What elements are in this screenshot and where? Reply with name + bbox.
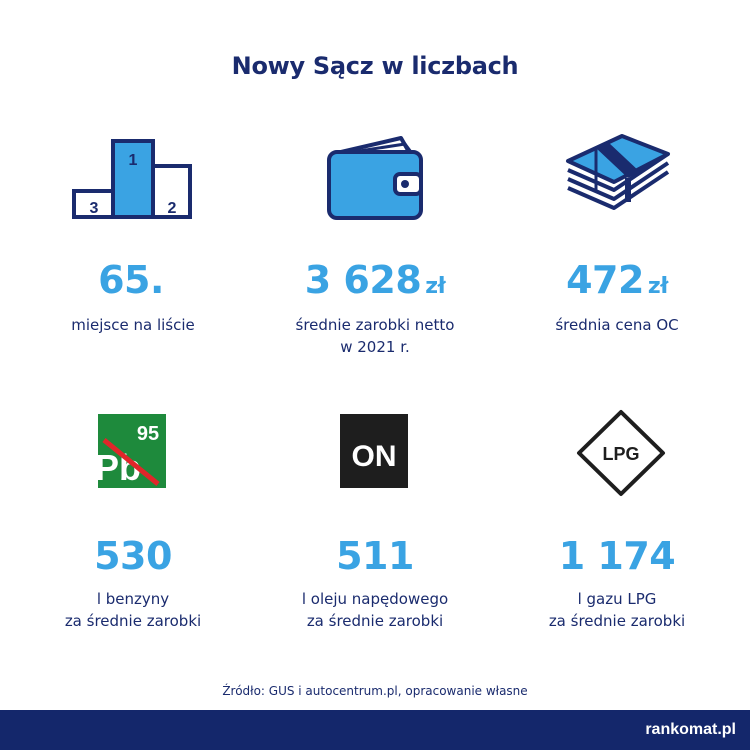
stat-label: miejsce na liście	[71, 316, 195, 334]
svg-text:95: 95	[136, 423, 160, 445]
stat-value: 472 zł	[566, 258, 668, 302]
svg-text:Pb: Pb	[98, 447, 142, 488]
stat-value: 511	[336, 534, 414, 578]
stat-label: średnie zarobki netto w 2021 r.	[295, 316, 455, 356]
footer-bar	[0, 710, 750, 750]
lpg-icon	[575, 408, 667, 502]
stat-label: średnia cena OC	[555, 316, 679, 334]
page-title: Nowy Sącz w liczbach	[231, 52, 519, 80]
pb95-icon	[98, 414, 166, 492]
money-stack-icon	[562, 132, 674, 218]
svg-text:ON: ON	[351, 440, 397, 473]
stat-value: 65.	[98, 258, 164, 302]
svg-text:3: 3	[89, 200, 99, 217]
svg-text:1: 1	[128, 152, 138, 169]
wallet-icon	[323, 132, 427, 226]
stat-label: l benzyny za średnie zarobki	[64, 590, 202, 630]
stat-value: 1 174	[558, 534, 676, 578]
podium-icon	[70, 138, 194, 224]
brand-logo: rankomat.pl	[645, 721, 736, 738]
diesel-on-icon	[340, 414, 408, 492]
svg-text:LPG: LPG	[602, 444, 640, 464]
stat-value: 3 628 zł	[304, 258, 446, 302]
stat-label: l gazu LPG za średnie zarobki	[548, 590, 686, 630]
svg-text:2: 2	[167, 200, 177, 217]
stat-value: 530	[94, 534, 172, 578]
stat-label: l oleju napędowego za średnie zarobki	[301, 590, 449, 630]
source-note: Źródło: GUS i autocentrum.pl, opracowanie własne	[222, 684, 528, 698]
